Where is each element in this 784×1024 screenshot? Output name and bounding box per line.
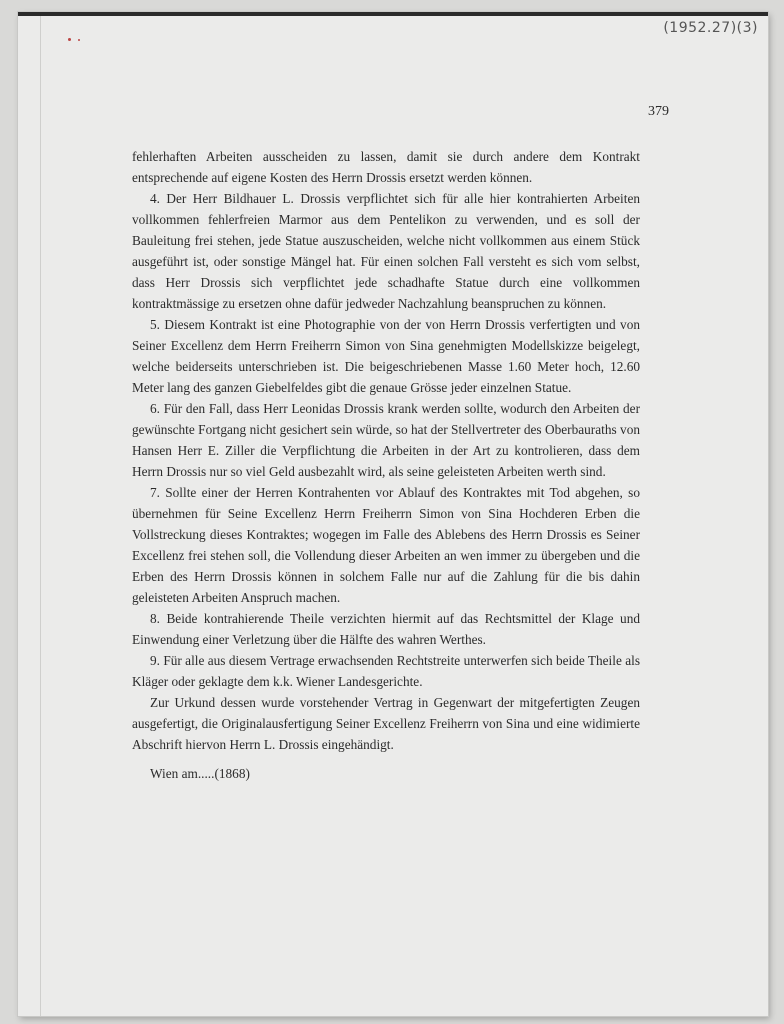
archive-mark: (1952.27)(3) [663, 20, 758, 36]
paragraph: 5. Diesem Kontrakt ist eine Photographie von der von Herrn Drossis verfertigten und von Seiner Excellenz dem Herrn Freiherrn Simon von Sina genehmigten Modellskizze beigelegt, welche beiderseits unterschrieben ist. Die beigeschriebenen Masse 1.60 Meter hoch, 12.60 Meter lang des ganzen Giebelfeldes gibt die genaue Grösse jeder einzelnen Statue. [132, 317, 640, 395]
paragraph: 4. Der Herr Bildhauer L. Drossis verpflichtet sich für alle hier kontrahierten Arbeiten vollkommen fehlerfreien Marmor aus dem Pentelikon zu verwenden, und es soll der Bauleitung frei stehen, jede Statue auszuscheiden, welche nicht vollkommen aus einem Stück ausgeführt ist, oder sonstige Mängel hat. Für einen solchen Fall versteht es sich vom selbst, dass Herr Drossis sich verpflichtet jede schadhafte Statue durch eine vollkommen kontraktmässige zu ersetzen ohne dafür jedweder Nachzahlung beanspruchen zu können. [132, 191, 640, 311]
ink-spot [78, 39, 80, 41]
ink-spot [68, 38, 71, 41]
paragraph: 6. Für den Fall, dass Herr Leonidas Drossis krank werden sollte, wodurch den Arbeiten der gewünschte Fortgang nicht gesichert sein würde, so hat der Stellvertreter des Oberbauraths von Hansen Herr E. Ziller die Verpflichtung die Arbeiten in der Art zu kontrolieren, dass dem Herrn Drossis nur so viel Geld ausbezahlt wird, als seine geleisteten Arbeiten werth sind. [132, 401, 640, 479]
page-number: 379 [648, 104, 669, 119]
page-fold-line [40, 16, 41, 1016]
paragraph: fehlerhaften Arbeiten ausscheiden zu lassen, damit sie durch andere dem Kontrakt entsprechende auf eigene Kosten des Herrn Drossis ersetzt werden können. [132, 149, 640, 185]
paragraph: 7. Sollte einer der Herren Kontrahenten vor Ablauf des Kontraktes mit Tod abgehen, so übernehmen für Seine Excellenz Herrn Freiherrn Simon von Sina Hochderen Erben die Vollstreckung dieses Kontraktes; wogegen im Falle des Ablebens des Herrn Drossis es Seiner Excellenz frei stehen soll, die Vollendung dieser Arbeiten an wen immer zu übergeben und die Erben des Herrn Drossis können in solchem Falle nur auf die Zahlung für die bis dahin geleisteten Arbeiten Anspruch machen. [132, 485, 640, 605]
paragraph: 8. Beide kontrahierende Theile verzichten hiermit auf das Rechtsmittel der Klage und Einwendung einer Verletzung über die Hälfte des wahren Werthes. [132, 611, 640, 647]
paragraph: 9. Für alle aus diesem Vertrage erwachsenden Rechtstreite unterwerfen sich beide Theile als Kläger oder geklagte dem k.k. Wiener Landesgerichte. [132, 653, 640, 689]
scan-top-edge [18, 12, 768, 16]
paragraph: Zur Urkund dessen wurde vorstehender Vertrag in Gegenwart der mitgefertigten Zeugen ausgefertigt, die Originalausfertigung Seiner Excellenz Freiherrn von Sina und eine widimierte Abschrift hiervon Herrn L. Drossis eingehändigt. [132, 695, 640, 752]
signoff-date: Wien am.....(1868) [150, 766, 250, 781]
body-text [132, 146, 640, 755]
